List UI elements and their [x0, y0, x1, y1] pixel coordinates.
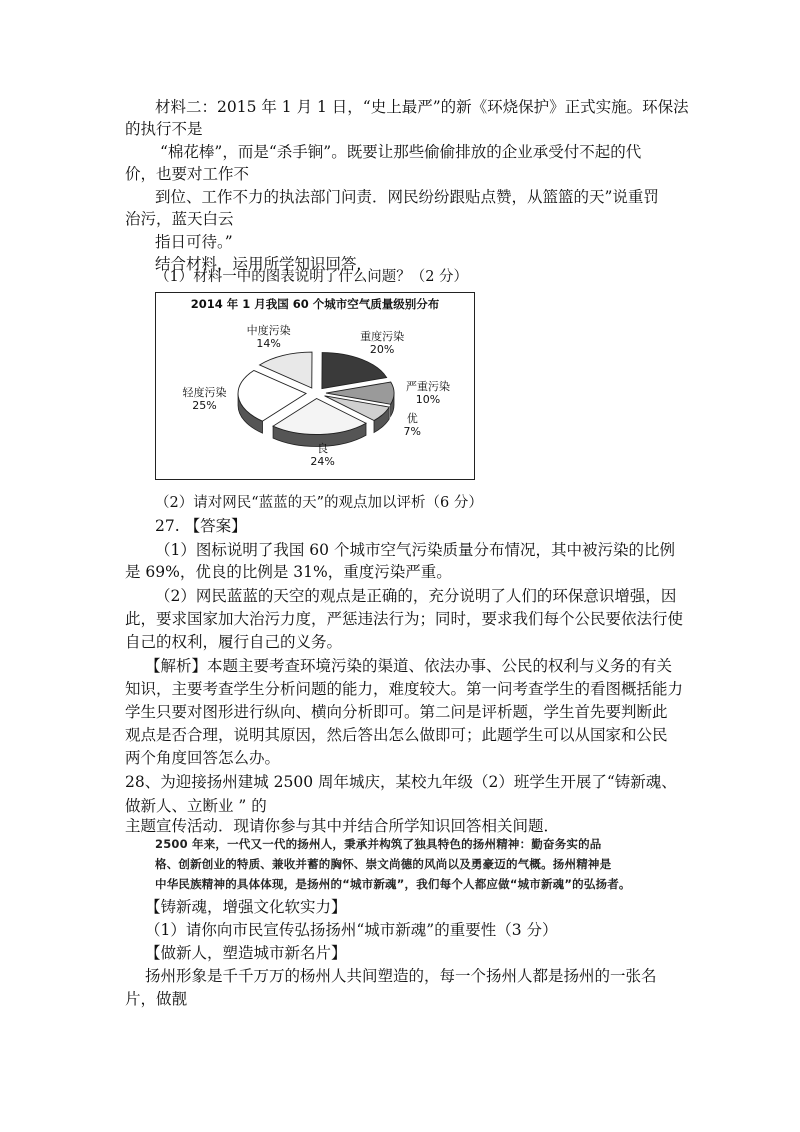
text-line: 到位、工作不力的执法部门问责．网民纷纷跟贴点赞，从篮篮的天”说重罚	[155, 188, 659, 206]
text-line: 扬州形象是千千万万的杨州人共间塑造的，每一个扬州人都是扬州的一张名	[145, 967, 657, 985]
question-2: （2）请对网民“蓝蓝的天”的观点加以评析（6 分）	[155, 495, 483, 511]
text-line: 两个角度回答怎么办。	[125, 749, 281, 767]
scanned-passage	[155, 834, 675, 894]
text-line: 主题宣传活动．现请你参与其中并结合所学知识回答相关间题．	[125, 817, 560, 835]
text-line: 片，做靓	[125, 990, 188, 1008]
text-line: 材料二：2015 年 1 月 1 日，“史上最严”的新《环烧保护》正式实施。环保法	[155, 98, 689, 116]
chart-title: 2014 年 1 月我国 60 个城市空气质量级别分布	[190, 297, 440, 311]
text-line: 知识，主要考查学生分析问题的能力，难度较大。第一问考查学生的看图概括能力	[125, 680, 684, 698]
pie-label	[352, 330, 412, 356]
text-line: 此，要求国家加大治污力度，严惩违法行为；同时，要求我们每个公民要依法行使	[125, 610, 684, 628]
pie-label-name: 优	[406, 411, 418, 425]
pie-label-name: 严重污染	[405, 380, 450, 394]
text-line: 结合材料，运用所学知识回答．	[155, 255, 373, 273]
text-line: 治污，蓝天白云	[125, 210, 234, 228]
pie-label-percent: 14%	[256, 336, 281, 350]
pie-chart	[155, 292, 475, 480]
question-1: （1）材料一中的图表说明了什么问题？（2 分）	[155, 269, 469, 285]
text-line: 学生只要对图形进行纵向、横向分析即可。第二问是评析题，学生首先要判断此	[125, 703, 668, 721]
text-line: 的执行不是	[125, 120, 203, 138]
pie-label-name: 轻度污染	[182, 385, 227, 399]
pie-label-percent: 25%	[192, 398, 217, 412]
pie-label-name: 重度污染	[360, 329, 405, 343]
scanned-line: 2500 年来，一代又一代的扬州人，秉承并构筑了独具特色的扬州精神：勤奋务实的品	[155, 837, 602, 851]
pie-label	[293, 442, 353, 468]
pie-label-name: 中度污染	[246, 323, 291, 337]
pie-label	[382, 412, 442, 438]
answer-heading: 27. 【答案】	[155, 517, 247, 535]
text-line: 做新人、立断业 ” 的	[125, 797, 267, 815]
analysis-line: 【解析】本题主要考查环境污染的渠道、依法办事、公民的权利与义务的有关	[145, 657, 673, 675]
section-heading: 【铸新魂，增强文化软实力】	[145, 898, 347, 916]
pie-label	[239, 324, 299, 350]
scanned-line: 中华民族精神的具体体现，是扬州的“城市新魂”，我们每个人都应做“城市新魂”的弘扬者。	[155, 877, 631, 891]
pie-label-name: 良	[317, 441, 329, 455]
text-line: 价，也要对工作不	[125, 165, 250, 183]
section-heading: 【做新人，塑造城市新名片】	[145, 944, 347, 962]
text-line: （1）图标说明了我国 60 个城市空气污染质量分布情况，其中被污染的比例	[155, 541, 675, 559]
pie-label	[174, 386, 234, 412]
pie-label-percent: 10%	[415, 393, 441, 407]
text-line: 指日可待。”	[155, 233, 233, 251]
text-line: （2）网民蓝蓝的天空的观点是正确的，充分说明了人们的环保意识增强，因	[155, 587, 677, 605]
text-line: 是 69%，优良的比例是 31%，重度污染严重。	[125, 563, 452, 581]
pie-label-percent: 7%	[403, 424, 421, 438]
text-line: 观点是否合理，说明其原因，然后答出怎么做即可；此题学生可以从国家和公民	[125, 726, 668, 744]
pie-label-percent: 20%	[369, 342, 395, 356]
pie-slice	[322, 353, 387, 389]
pie-label-percent: 24%	[310, 454, 335, 468]
scanned-line: 格、创新创业的特质、兼收并蓄的胸怀、崇文尚德的风尚以及勇豪迈的气概。扬州精神是	[155, 857, 612, 871]
text-line: （1）请你向市民宣传弘扬扬州“城市新魂”的重要性（3 分）	[145, 921, 558, 939]
pie-label	[398, 380, 458, 406]
text-line: “棉花棒”，而是“杀手锏”。既要让那些偷偷排放的企业承受付不起的代	[160, 143, 642, 161]
text-line: 自己的权利，履行自己的义务。	[125, 633, 343, 651]
question-28: 28、为迎接扬州建城 2500 周年城庆，某校九年级（2）班学生开展了“铸新魂、	[125, 773, 677, 791]
